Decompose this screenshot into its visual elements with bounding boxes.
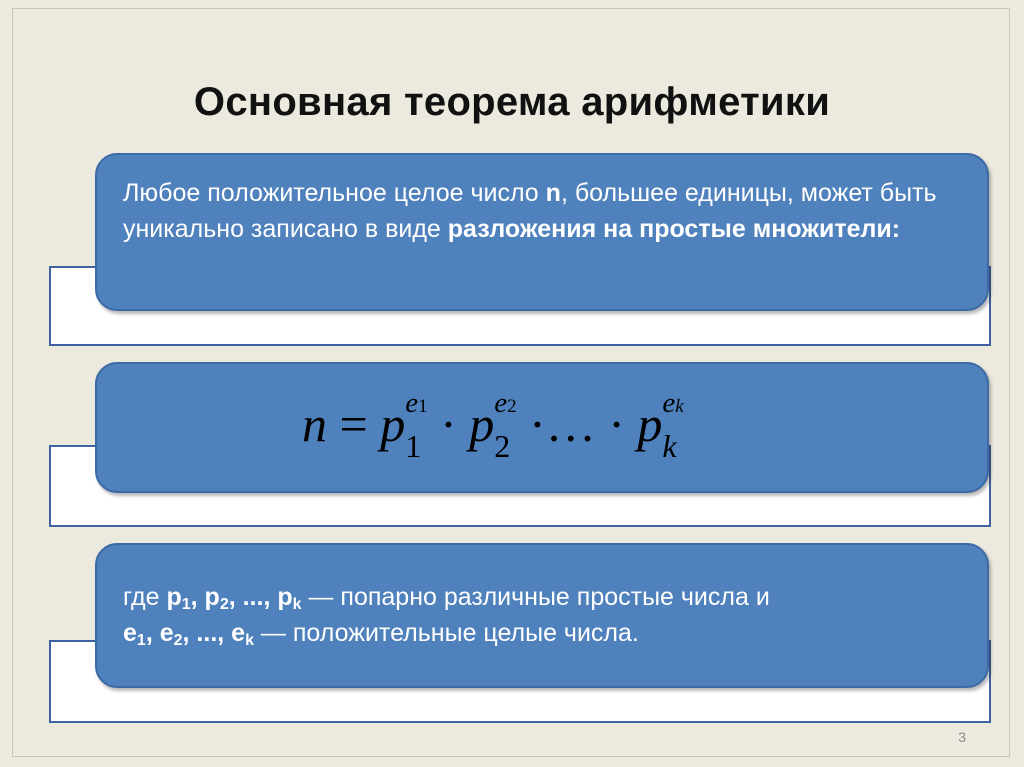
- def-p1: $p_1$: [166, 583, 191, 613]
- factorization-formula: [302, 387, 684, 465]
- statement-text: [123, 175, 973, 247]
- formula-dot: ·: [427, 396, 470, 452]
- page-number: 3: [958, 729, 966, 745]
- formula-p2-index: 2: [494, 428, 511, 465]
- definitions-text: [123, 579, 973, 651]
- slide-title: Основная теорема арифметики: [193, 80, 831, 124]
- statement-text-1: Любое положительное целое число: [123, 179, 546, 207]
- statement-block: [95, 153, 989, 311]
- formula-p2-scripts: [494, 387, 517, 465]
- formula-pk-index: k: [662, 428, 677, 465]
- def-sep: ,: [190, 583, 205, 611]
- formula-ellipsis: ·… ·: [516, 396, 638, 452]
- formula-pk-scripts: [662, 387, 684, 465]
- formula-e1: e: [405, 387, 419, 420]
- formula-e2: e: [494, 387, 508, 420]
- formula-pk: p: [637, 396, 663, 452]
- def-dots: , ...,: [228, 583, 278, 611]
- def-p2: $p_2$: [204, 583, 229, 613]
- def-dots2: , ...,: [182, 619, 232, 647]
- def-desc1: — попарно различные простые числа и: [301, 583, 770, 611]
- def-sep2: ,: [145, 619, 160, 647]
- def-desc2: — положительные целые числа.: [253, 619, 639, 647]
- def-ek: $e_k$: [231, 619, 254, 649]
- def-pk: $p_k$: [277, 583, 302, 613]
- def-e1: $e_1$: [123, 619, 146, 649]
- statement-text-2: , большее единицы, может быть уникально записано в виде: [123, 179, 937, 243]
- definitions-block: [95, 543, 989, 688]
- formula-n: n: [302, 396, 327, 452]
- def-where: где: [123, 583, 167, 611]
- formula-p1: p: [380, 396, 406, 452]
- formula-e2-index: 2: [507, 396, 517, 418]
- statement-n: n: [545, 179, 561, 207]
- def-e2: $e_2$: [159, 619, 183, 649]
- formula-equals: =: [327, 396, 381, 452]
- formula-p2: p: [469, 396, 495, 452]
- formula-ek-index: k: [675, 396, 684, 418]
- formula-e1-index: 1: [418, 396, 428, 418]
- statement-bold: разложения на простые множители:: [447, 215, 901, 243]
- formula-ek: e: [662, 387, 676, 420]
- formula-block: [95, 362, 989, 493]
- formula-p1-index: 1: [405, 428, 422, 465]
- formula-p1-scripts: [405, 387, 428, 465]
